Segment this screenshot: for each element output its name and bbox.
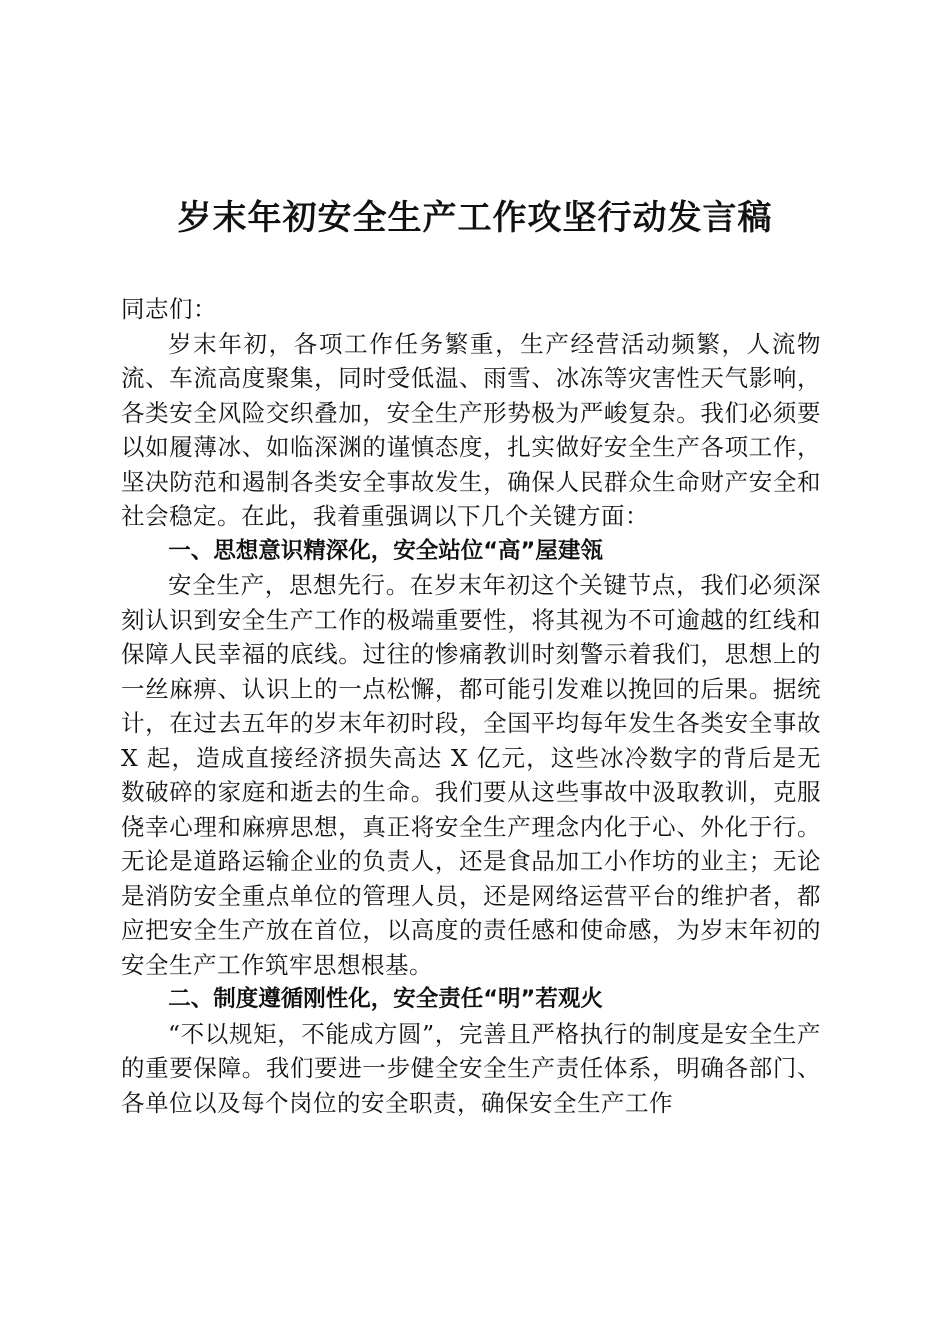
section-heading-1: 一、思想意识精深化，安全站位“高”屋建瓴 xyxy=(168,537,603,564)
intro-paragraph: 岁末年初，各项工作任务繁重，生产经营活动频繁，人流物流、车流高度聚集，同时受低温、雨雪、冰冻等灾害性天气影响，各类安全风险交织叠加，安全生产形势极为严峻复杂。我们必须要以如履薄冰、如临深渊的谨慎态度，扎实做好安全生产各项工作，坚决防范和遏制各类安全事故发生，确保人民群众生命财产安全和社会稳定。在此，我着重强调以下几个关键方面： xyxy=(121,329,821,530)
salutation: 同志们： xyxy=(121,295,217,323)
document-body xyxy=(121,292,821,1120)
document-title: 岁末年初安全生产工作攻坚行动发言稿 xyxy=(177,198,773,238)
section-heading-2: 二、制度遵循刚性化，安全责任“明”若观火 xyxy=(168,986,603,1012)
section-paragraph-2: “不以规矩，不能成方圆”，完善且严格执行的制度是安全生产的重要保障。我们要进一步健全安全生产责任体系，明确各部门、各单位以及每个岗位的安全职责，确保安全生产工作 xyxy=(121,1019,821,1117)
section-paragraph-1: 安全生产，思想先行。在岁末年初这个关键节点，我们必须深刻认识到安全生产工作的极端重要性，将其视为不可逾越的红线和保障人民幸福的底线。过往的惨痛教训时刻警示着我们，思想上的一丝麻痹、认识上的一点松懈，都可能引发难以挽回的后果。据统计，在过去五年的岁末年初时段，全国平均每年发生各类安全事故 X 起，造成直接经济损失高达 X 亿元，这些冰冷数字的背后是无数破碎的家庭和逝去的生命。我们要从这些事故中汲取教训，克服侥幸心理和麻痹思想，真正将安全生产理念内化于心、外化于行。无论是道路运输企业的负责人，还是食品加工小作坊的业主；无论是消防安全重点单位的管理人员，还是网络运营平台的维护者，都应把安全生产放在首位，以高度的责任感和使命感，为岁末年初的安全生产工作筑牢思想根基。 xyxy=(121,571,821,979)
